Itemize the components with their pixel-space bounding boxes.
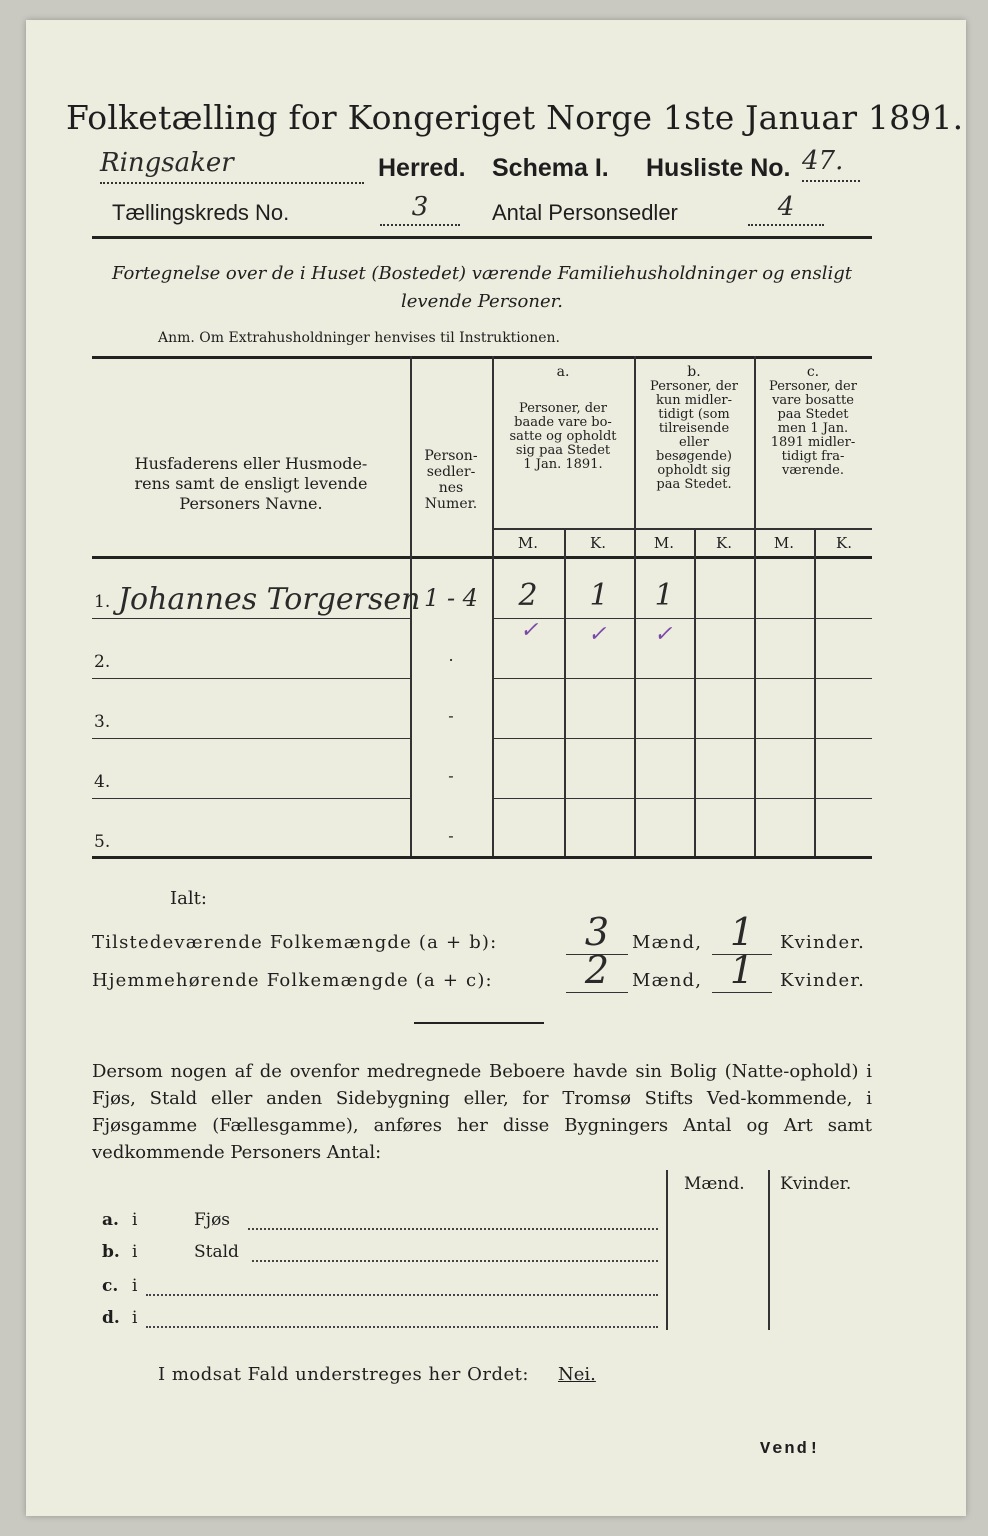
row-1-b-m: 1 [654, 578, 674, 613]
row-1-a-m: 2 [518, 578, 538, 613]
hjemme-label: Hjemmehørende Folkemængde (a + c): [92, 970, 493, 991]
a-k-header: K. [590, 534, 606, 552]
row-1-person-numbers: 1 - 4 [424, 584, 478, 612]
separator-rule [414, 1022, 544, 1024]
col-header-names: Husfaderens eller Husmode- rens samt de ensligt levende Personers Navne. [134, 454, 368, 513]
item-c-letter: c. [102, 1276, 119, 1296]
hjemme-women-label: Kvinder. [780, 970, 866, 991]
row-1-a-m-check: ✓ [520, 618, 539, 643]
form-title: Folketælling for Kongeriget Norge 1ste Januar 1891. [66, 98, 964, 137]
kreds-label: Tællingskreds No. [112, 200, 290, 225]
item-c-fill [146, 1294, 658, 1296]
intro-text [92, 260, 872, 316]
modsat-text: I modsat Fald understreges her Ordet: [158, 1364, 529, 1385]
col-header-c: c. Personer, der vare bosatte paa Stedet men 1 Jan. 1891 midler- tidigt fra- værende. [769, 364, 857, 478]
husliste-value: 47. [802, 146, 860, 182]
item-a-label: Fjøs [194, 1210, 231, 1230]
row-2-number: 2. [94, 652, 111, 672]
item-d-fill [146, 1326, 658, 1328]
item-d-letter: d. [102, 1308, 120, 1328]
tilstede-men-label: Mænd, [632, 932, 703, 953]
hjemme-women-value: 1 [712, 948, 772, 993]
row-1-number: 1. [94, 592, 111, 612]
tilstede-men-value: 3 [566, 910, 628, 955]
a-m-header: M. [517, 534, 539, 552]
row-2-person-numbers: . [448, 646, 454, 665]
tilstede-women-value: 1 [712, 910, 772, 955]
item-b-fill [252, 1260, 658, 1262]
schema-label: Schema I. [492, 154, 609, 182]
buildings-kvinder-header: Kvinder. [780, 1174, 852, 1194]
row-3-number: 3. [94, 712, 111, 732]
row-1-a-k-check: ✓ [588, 622, 607, 647]
nei-word: Nei. [558, 1364, 596, 1385]
antal-label: Antal Personsedler [492, 200, 678, 225]
husliste-label: Husliste No. [646, 154, 791, 182]
row-5-person-numbers: - [448, 826, 454, 845]
col-header-person-num: Person- sedler- nes Numer. [424, 448, 478, 512]
col-header-a: a. Personer, der baade vare bo- satte og opholdt sig paa Stedet 1 Jan. 1891. [509, 364, 617, 472]
herred-value: Ringsaker [100, 148, 364, 184]
row-1-b-m-check: ✓ [654, 622, 673, 647]
item-a-letter: a. [102, 1210, 119, 1230]
vend-text: Vend! [760, 1440, 822, 1459]
row-4-person-numbers: - [448, 766, 454, 785]
ialt-label: Ialt: [170, 888, 207, 909]
tilstede-label: Tilstedeværende Folkemængde (a + b): [92, 932, 498, 953]
item-c-i: i [132, 1276, 138, 1296]
b-m-header: M. [653, 534, 675, 552]
c-k-header: K. [836, 534, 852, 552]
herred-label: Herred. [378, 154, 466, 182]
b-k-header: K. [716, 534, 732, 552]
item-b-letter: b. [102, 1242, 120, 1262]
header-rule [92, 236, 872, 239]
row-1-name: Johannes Torgersen [118, 582, 421, 617]
anm-note: Anm. Om Extrahusholdninger henvises til Instruktionen. [158, 330, 560, 346]
kreds-value: 3 [380, 192, 460, 226]
buildings-maend-header: Mænd. [684, 1174, 745, 1194]
hjemme-men-label: Mænd, [632, 970, 703, 991]
antal-value: 4 [748, 192, 824, 226]
item-a-fill [248, 1228, 658, 1230]
item-d-i: i [132, 1308, 138, 1328]
c-m-header: M. [773, 534, 795, 552]
item-b-i: i [132, 1242, 138, 1262]
buildings-paragraph: Dersom nogen af de ovenfor medregnede Beboere havde sin Bolig (Natte-ophold) i Fjøs, Stald eller anden Sidebygning eller, for Tromsø Stifts Ved-kommende, i Fjøsgamme (Fællesgamme), anføres her disse Bygningers Antal og Art samt vedkommende Personers Antal: [92, 1061, 872, 1163]
tilstede-women-label: Kvinder. [780, 932, 866, 953]
row-5-number: 5. [94, 832, 111, 852]
row-1-a-k: 1 [589, 578, 609, 613]
intro-line-1: Fortegnelse over de i Huset (Bostedet) værende Familiehusholdninger og ensligt [111, 263, 853, 284]
intro-line-2: levende Personer. [401, 291, 563, 312]
row-4-number: 4. [94, 772, 111, 792]
hjemme-men-value: 2 [566, 948, 628, 993]
item-a-i: i [132, 1210, 138, 1230]
household-table [92, 356, 872, 860]
row-3-person-numbers: - [448, 706, 454, 725]
census-form-page [26, 20, 966, 1516]
col-header-b: b. Personer, der kun midler- tidigt (som tilreisende eller besøgende) opholdt sig paa Stedet. [650, 364, 738, 492]
item-b-label: Stald [194, 1242, 239, 1262]
